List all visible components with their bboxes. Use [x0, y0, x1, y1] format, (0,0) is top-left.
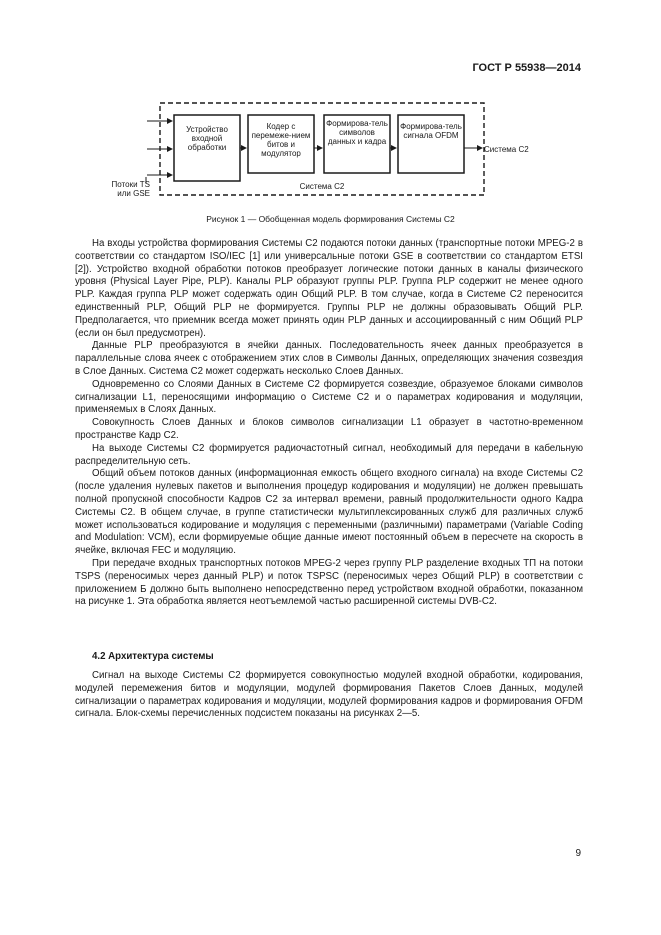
- paragraph: На входы устройства формирования Системы C2 подаются потоки данных (транспортные потоки MPEG-2 в соответствии со стандартом ISO/IEC [1] или универсальные потоки GSE в соответствии со стандартом ETSI [2]). Устройство входной обработки потоков преобразует логические потоки данных в каналы физического уровня (Physical Layer Pipe, PLP). Каналы PLP образуют группы PLP. Группа PLP содержит не менее одного PLP. Каждая группа PLP может содержать один Общий PLP. В том случае, когда в Системе C2 переносится единственный PLP, Общий PLP не формируется. Группы PLP не должны образовывать Общий PLP. Предполагается, что приемник всегда может принять один PLP данных и ассоциированный с ним Общий PLP (если он был предусмотрен).: [75, 238, 583, 339]
- block-ofdm-label: Формирова-тель сигнала OFDM: [400, 122, 462, 140]
- figure-caption: Рисунок 1 — Обобщенная модель формирования Системы C2: [206, 214, 455, 224]
- section-body: [75, 670, 583, 721]
- section-title: 4.2 Архитектура системы: [92, 651, 214, 662]
- block-bicm-label: Кодер с перемеже-нием битов и модулятор: [251, 122, 311, 158]
- paragraph: Общий объем потоков данных (информационная емкость общего входного сигнала) на входе Системы C2 (после удаления нулевых пакетов и выполнения процедур кодирования и модуляции) не должен превышать полной пропускной способности Кадров C2 за интервал времени, равный продолжительности одного Кадра Системы C2. В общем случае, в группе статистически мультиплексированных служб для различных служб может использоваться кодирование и модуляция с переменными (различными) параметрами (Variable Coding and Modulation: VCM), если формируемые общие данные имеют постоянный объем в пересчете на скорость в ячейке, включая FEC и модуляцию.: [75, 468, 583, 557]
- body-text: [75, 238, 583, 609]
- paragraph: Одновременно со Слоями Данных в Системе C2 формируется созвездие, образуемое блоками символов сигнализации L1, переносящими информацию о Системе C2 и о параметрах кодирования и модуляции, применяемых в Слоях Данных.: [75, 378, 583, 416]
- output-label: Система C2: [484, 145, 529, 154]
- paragraph: При передаче входных транспортных потоков MPEG-2 через группу PLP разделение входных ТП на потоки TSPS (переносимых через данный PLP) и поток TSPSC (переносимых через Общий PLP) в соответствии с приложением Б должно быть выполнено непосредственно перед устройством входной обработки, показанном на рисунке 1. Эта обработка является неотъемлемой частью расширенной системы DVB-C2.: [75, 557, 583, 608]
- system-label: Система C2: [299, 182, 345, 191]
- paragraph: На выходе Системы C2 формируется радиочастотный сигнал, необходимый для передачи в кабельную распределительную сеть.: [75, 442, 583, 467]
- page-number: 9: [575, 848, 581, 859]
- paragraph: Данные PLP преобразуются в ячейки данных. Последовательность ячеек данных преобразуется в параллельные слова ячеек с отображением этих слов в Символы Данных, определяющих значения созвездия в Слое Данных. Система C2 может содержать несколько Слоев Данных.: [75, 340, 583, 377]
- input-streams-label: Потоки TS или GSE: [111, 180, 150, 198]
- block-frame-builder-label: Формирова-тель символов данных и кадра: [326, 119, 388, 146]
- block-input-processing-label: Устройство входной обработки: [186, 125, 228, 152]
- document-standard-number: ГОСТ Р 55938—2014: [472, 62, 581, 74]
- figure-block-diagram: [92, 97, 572, 209]
- paragraph: Сигнал на выходе Системы C2 формируется совокупностью модулей входной обработки, кодирования, модулей перемежения битов и модуляции, модулей формирования Пакетов Слоев Данных, модулей сигнализации о параметрах кодирования и модуляции, модулей формирования кадров и формирования OFDM сигнала. Блок-схемы перечисленных подсистем показаны на рисунках 2—5.: [75, 670, 583, 720]
- paragraph: Совокупность Слоев Данных и блоков символов сигнализации L1 образует в частотно-временном пространстве Кадр C2.: [75, 417, 583, 441]
